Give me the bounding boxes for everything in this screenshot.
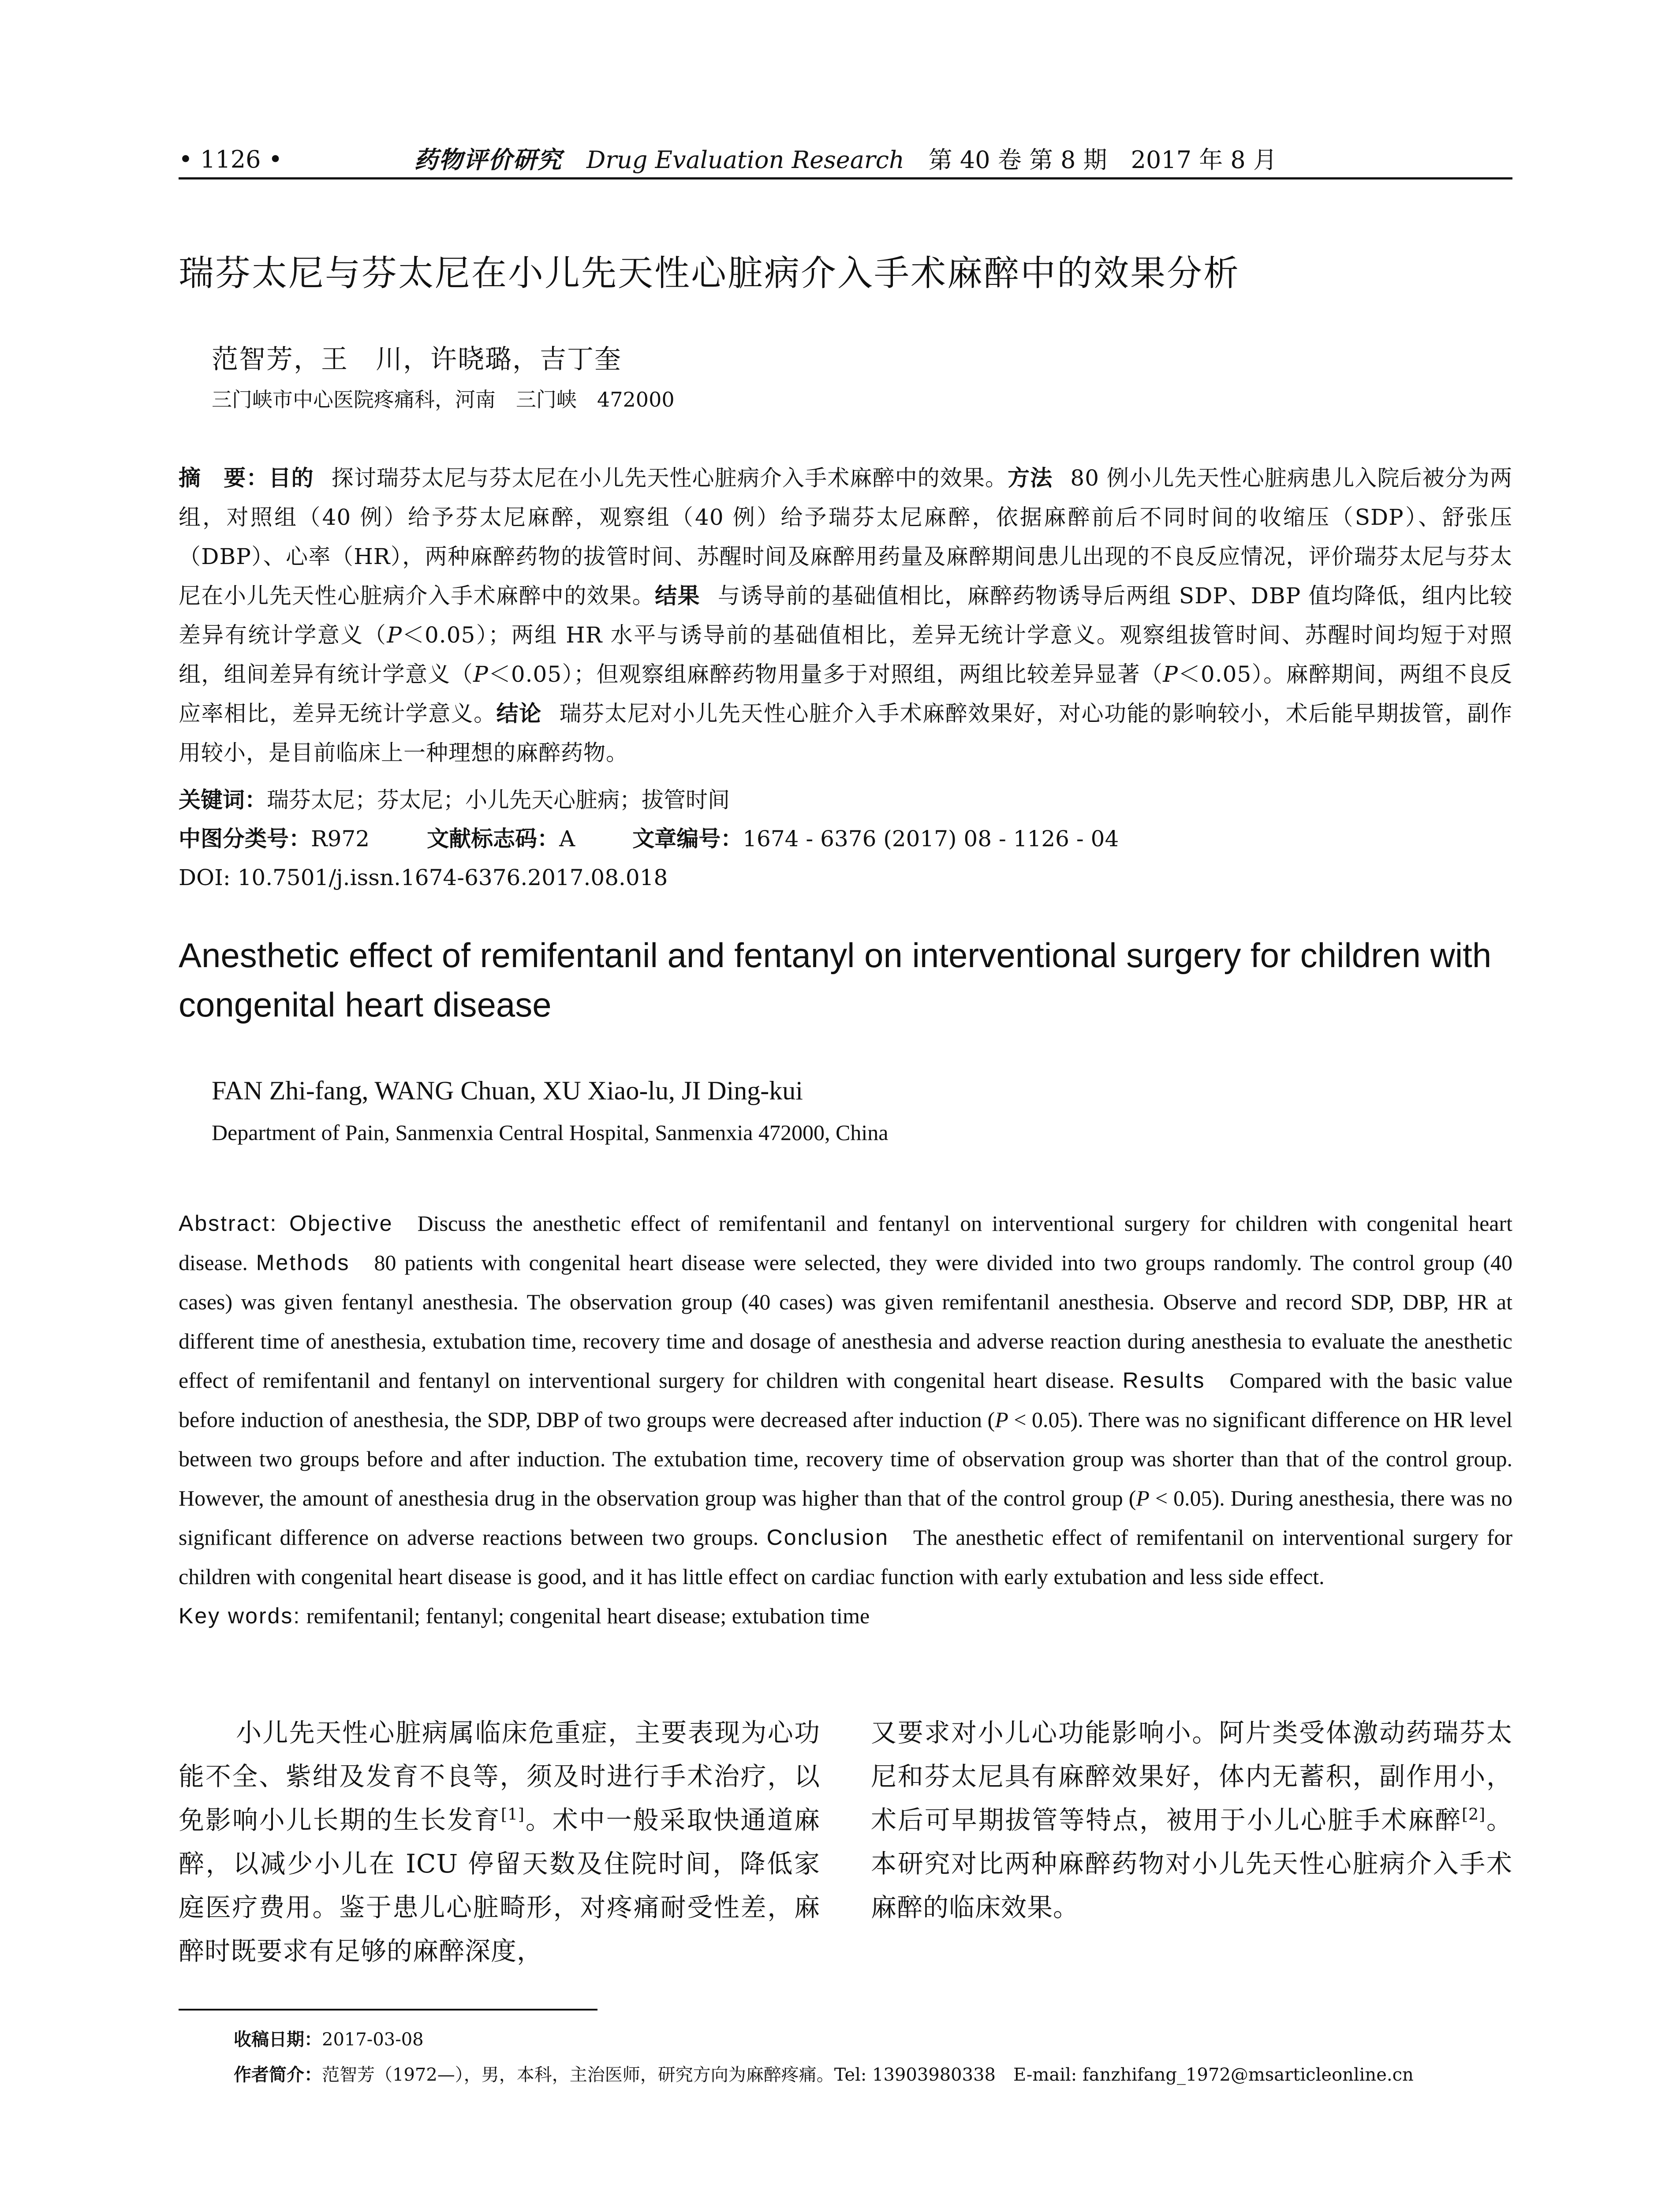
abstract-en-label: Abstract: Objective — [179, 1211, 393, 1236]
body-right-2: 。本研究对比两种麻醉药物对小儿先天性心脏病介入手术麻醉的临床效果。 — [871, 1805, 1512, 1922]
authors-cn: 范智芳，王 川，许晓璐，吉丁奎 — [212, 344, 622, 375]
results-cn-1: 与诱导前的基础值相比，麻醉药物诱导后两组 SDP、DBP 值均降低，组内比较差异有统计学意义（ — [179, 583, 1513, 648]
affiliation-en: Department of Pain, Sanmenxia Central Hospital, Sanmenxia 472000, China — [212, 1120, 889, 1145]
results-cn-2: ＜0.05）；两组 HR 水平与诱导前的基础值相比，差异无统计学意义。观察组拔管时间、苏醒时间均短于对照组，组间差异有统计学意义（ — [179, 622, 1512, 687]
classification-row — [179, 819, 1512, 858]
article-no-label: 文章编号： — [632, 826, 743, 852]
methods-en: 80 patients with congenital heart disease were selected, they were divided into two groups randomly. The control group (40 cases) was given fentanyl anesthesia. The observation group (40 cases) was given remifentanil anesthesia. Observe and record SDP, DBP, HR at different time of anesthesia, extubation time, recovery time and dosage of anesthesia and adverse reaction during anesthesia to evaluate the anesthetic effect of remifentanil and fentanyl on interventional surgery for children with congenital heart disease. — [179, 1250, 1513, 1393]
body-column-right — [871, 1711, 1512, 1929]
abstract-en — [179, 1204, 1512, 1636]
body-right-1: 又要求对小儿心功能影响小。阿片类受体激动药瑞芬太尼和芬太尼具有麻醉效果好，体内无蓄积，副作用小，术后可早期拔管等特点，被用于小儿心脏手术麻醉 — [871, 1718, 1512, 1835]
methods-cn-label: 方法 — [1008, 465, 1053, 491]
author-bio-row — [234, 2057, 1414, 2093]
keywords-en: remifentanil; fentanyl; congenital heart disease; extubation time — [306, 1603, 870, 1628]
title-cn: 瑞芬太尼与芬太尼在小儿先天性心脏病介入手术麻醉中的效果分析 — [179, 253, 1240, 294]
results-en-3: < 0.05). During anesthesia, there was no significant difference on adverse reactions between two groups. — [179, 1486, 1512, 1550]
authors-en: FAN Zhi-fang, WANG Chuan, XU Xiao-lu, JI Ding-kui — [212, 1076, 803, 1105]
p-symbol: P — [1163, 662, 1178, 687]
page-number: • 1126 • — [179, 146, 283, 173]
keywords-cn-label: 关键词： — [179, 787, 267, 813]
keywords-en-row — [179, 1596, 1512, 1636]
results-cn-label: 结果 — [655, 583, 700, 609]
body-paragraph — [871, 1711, 1512, 1929]
abstract-cn-text — [179, 459, 1512, 773]
received-date: 2017-03-08 — [322, 2029, 424, 2050]
journal-line — [179, 142, 1512, 178]
p-symbol: P — [473, 662, 489, 687]
running-header — [179, 142, 1512, 179]
keywords-en-label: Key words: — [179, 1603, 301, 1628]
keywords-cn: 瑞芬太尼；芬太尼；小儿先天心脏病；拔管时间 — [267, 787, 730, 813]
methods-cn: 80 例小儿先天性心脏病患儿入院后被分为两组，对照组（40 例）给予芬太尼麻醉，观察组（40 例）给予瑞芬太尼麻醉，依据麻醉前后不同时间的收缩压（SDP）、舒张压（DBP）、心率（HR），两种麻醉药物的拔管时间、苏醒时间及麻醉用药量及麻醉期间患儿出现的不良反应情况，评价瑞芬太尼与芬太尼在小儿先天性心脏病介入手术麻醉中的效果。 — [179, 465, 1513, 609]
p-symbol: P — [995, 1407, 1008, 1432]
citation-ref-1[interactable]: [1] — [500, 1805, 525, 1824]
body-left-1: 小儿先天性心脏病属临床危重症，主要表现为心功能不全、紫绀及发育不良等，须及时进行手术治疗，以免影响小儿长期的生长发育 — [179, 1718, 820, 1835]
journal-logo-cn: 药物评价研究 — [414, 146, 563, 174]
conclusion-en: The anesthetic effect of remifentanil on interventional surgery for children with congenital heart disease is good, and it has little effect on cardiac function with early extubation and less side effect. — [179, 1525, 1512, 1589]
received-label: 收稿日期： — [234, 2029, 322, 2050]
keywords-cn-row — [179, 781, 1512, 819]
body-left-2: 。术中一般采取快通道麻醉，以减少小儿在 ICU 停留天数及住院时间，降低家庭医疗费用。鉴于患儿心脏畸形，对疼痛耐受性差，麻醉时既要求有足够的麻醉深度， — [179, 1805, 820, 1966]
abstract-en-text — [179, 1204, 1512, 1596]
results-en-2: < 0.05). There was no significant difference on HR level between two groups before and after induction. The extubation time, recovery time of observation group was shorter than that of the control group. However, the amount of anesthesia drug in the observation group was higher than that of the control group ( — [179, 1407, 1512, 1510]
doi: DOI: 10.7501/j.issn.1674-6376.2017.08.018 — [179, 865, 668, 890]
objective-cn: 探讨瑞芬太尼与芬太尼在小儿先天性心脏病介入手术麻醉中的效果。 — [331, 465, 1008, 491]
abstract-cn — [179, 459, 1512, 773]
metadata-cn — [179, 781, 1512, 897]
footnotes — [234, 2022, 1414, 2093]
abstract-cn-label: 摘 要： — [179, 465, 269, 491]
results-cn-3: ＜0.05）；但观察组麻醉药物用量多于对照组，两组比较差异显著（ — [488, 662, 1163, 687]
received-date-row — [234, 2022, 1414, 2057]
bio-label: 作者简介： — [234, 2065, 322, 2085]
results-en-1: Compared with the basic value before induction of anesthesia, the SDP, DBP of two groups were decreased after induction ( — [179, 1368, 1513, 1432]
doc-code-label: 文献标志码： — [427, 826, 560, 852]
journal-name-en: Drug Evaluation Research — [586, 146, 904, 174]
objective-cn-label: 目的 — [269, 465, 314, 491]
conclusion-en-label: Conclusion — [766, 1525, 889, 1550]
results-en-label: Results — [1122, 1368, 1206, 1393]
conclusion-cn: 瑞芬太尼对小儿先天性心脏介入手术麻醉效果好，对心功能的影响较小，术后能早期拔管，副作用较小，是目前临床上一种理想的麻醉药物。 — [179, 701, 1513, 766]
methods-en-label: Methods — [256, 1250, 350, 1275]
article-number: 1674 - 6376 (2017) 08 - 1126 - 04 — [743, 826, 1119, 852]
results-cn-4: ＜0.05）。麻醉期间，两组不良反应率相比，差异无统计学意义。 — [179, 662, 1513, 726]
p-symbol: P — [1136, 1486, 1150, 1510]
affiliation-cn: 三门峡市中心医院疼痛科，河南 三门峡 472000 — [212, 388, 675, 411]
title-en: Anesthetic effect of remifentanil and fentanyl on interventional surgery for children with congenital heart disease — [179, 936, 1492, 1024]
footnote-divider — [179, 2009, 597, 2011]
citation-ref-2[interactable]: [2] — [1462, 1805, 1486, 1824]
body-column-left — [179, 1711, 820, 1973]
conclusion-cn-label: 结论 — [496, 701, 542, 726]
issue-info: 第 40 卷 第 8 期 2017 年 8 月 — [928, 146, 1277, 174]
author-bio: 范智芳（1972—），男，本科，主治医师，研究方向为麻醉疼痛。Tel: 13903980338 E-mail: fanzhifang_1972@msarticleonline.cn — [322, 2065, 1414, 2085]
objective-en: Discuss the anesthetic effect of remifentanil and fentanyl on interventional surgery for children with congenital heart disease. — [179, 1211, 1512, 1275]
body-paragraph — [179, 1711, 820, 1973]
clc-number: R972 — [311, 826, 370, 852]
clc-label: 中图分类号： — [179, 826, 311, 852]
doc-code: A — [559, 826, 575, 852]
p-symbol: P — [387, 622, 402, 648]
